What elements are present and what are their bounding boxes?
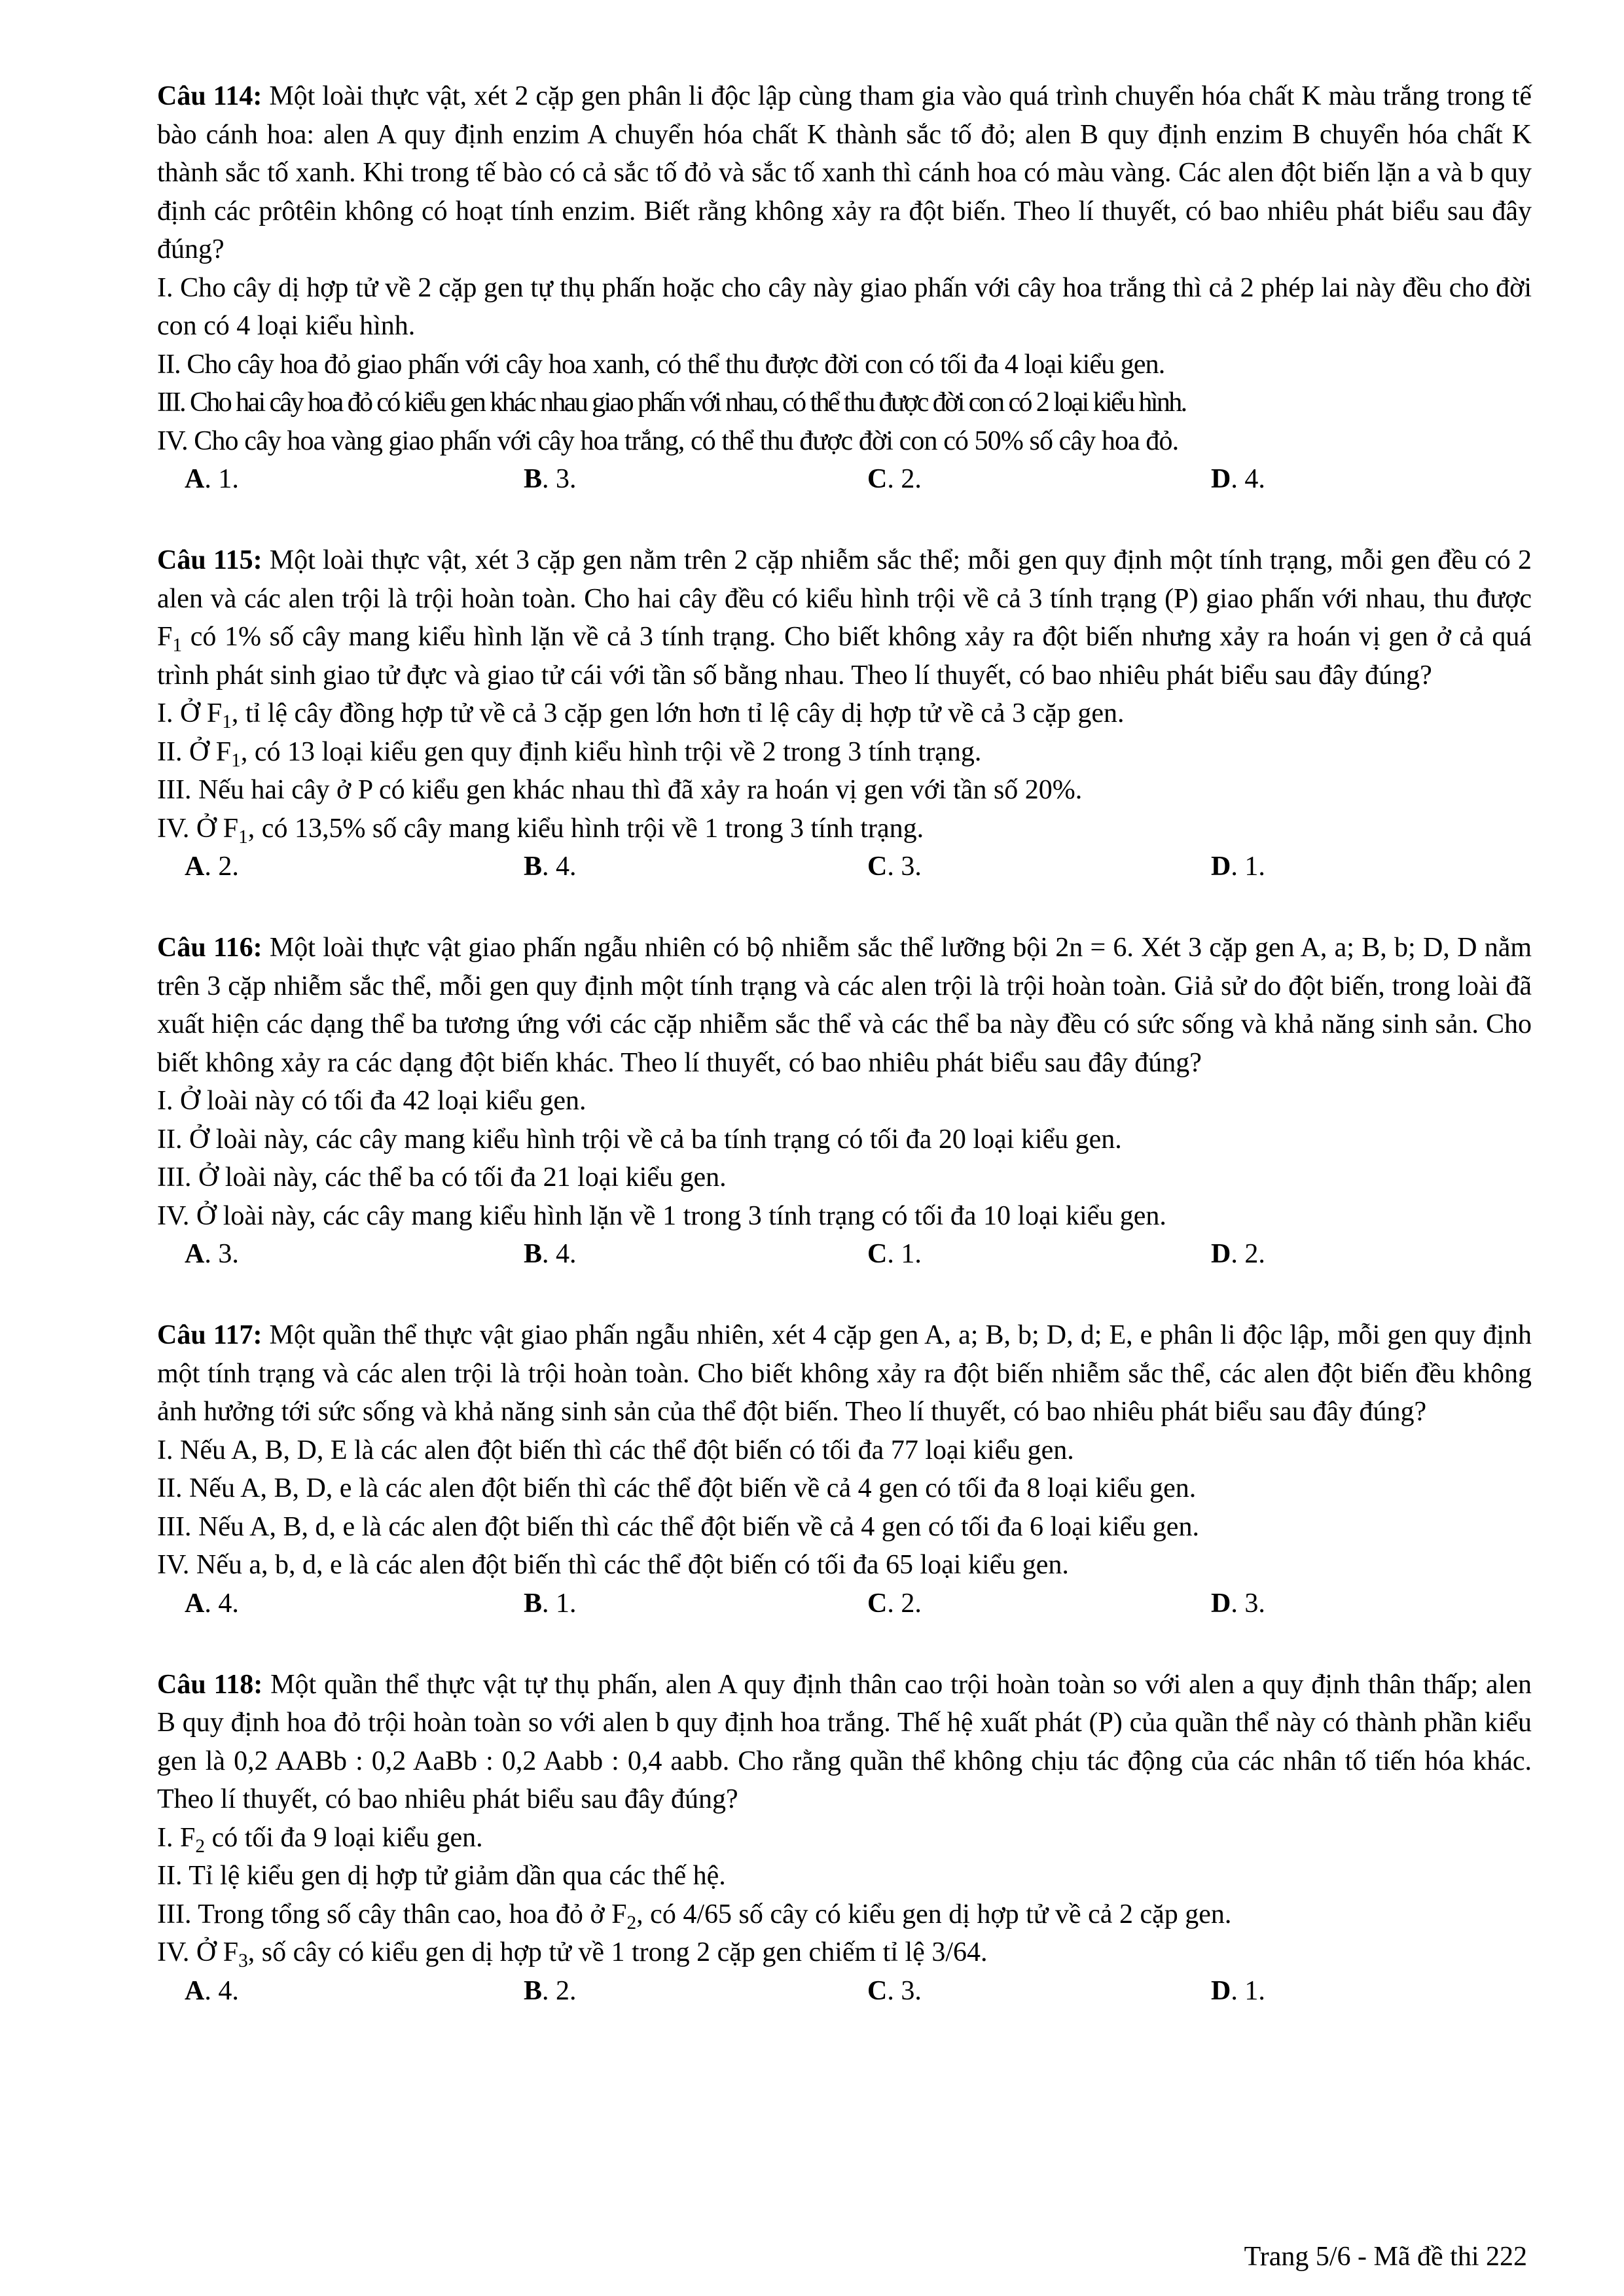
question-stem: Câu 114: Một loài thực vật, xét 2 cặp gen phân li độc lập cùng tham gia vào quá trình chuyển hóa chất K màu trắng trong tế bào cánh hoa: alen A quy định enzim A chuyển hóa chất K thành sắc tố đỏ; alen B quy định enzim B chuyển hóa chất K thành sắc tố xanh. Khi trong tế bào có cả sắc tố đỏ và sắc tố xanh thì cánh hoa có màu vàng. Các alen đột biến lặn a và b quy định các prôtêin không có hoạt tính enzim. Biết rằng không xảy ra đột biến. Theo lí thuyết, có bao nhiêu phát biểu sau đây đúng?	[157, 81, 1532, 264]
option-d[interactable]: D. 3.	[1211, 1588, 1265, 1619]
question-115	[157, 541, 1532, 886]
question-stem: Câu 115: Một loài thực vật, xét 3 cặp gen nằm trên 2 cặp nhiễm sắc thể; mỗi gen quy định một tính trạng, mỗi gen đều có 2 alen và các alen trội là trội hoàn toàn. Cho hai cây đều có kiểu hình trội về cả 3 tính trạng (P) giao phấn với nhau, thu được $F_1$ có 1% số cây mang kiểu hình lặn về cả 3 tính trạng. Cho biết không xảy ra đột biến nhưng xảy ra hoán vị gen ở cả quá trình phát sinh giao tử đực và giao tử cái với tần số bằng nhau. Theo lí thuyết, có bao nhiêu phát biểu sau đây đúng?	[157, 545, 1532, 691]
option-c[interactable]: C. 1.	[867, 1239, 922, 1269]
statement-4: IV. Cho cây hoa vàng giao phấn với cây hoa trắng, có thể thu được đời con có 50% số cây hoa đỏ.	[157, 425, 1179, 456]
statement-4: IV. Ở $F_3$, số cây có kiểu gen dị hợp tử về 1 trong 2 cặp gen chiếm tỉ lệ 3/64.	[157, 1937, 988, 1971]
statement-2: II. Nếu A, B, D, e là các alen đột biến thì các thể đột biến về cả 4 gen có tối đa 8 loại kiểu gen.	[157, 1473, 1197, 1503]
option-c[interactable]: C. 3.	[867, 852, 922, 882]
option-b[interactable]: B. 4.	[524, 1239, 577, 1269]
option-a[interactable]: A. 3.	[185, 1239, 239, 1269]
option-b[interactable]: B. 2.	[524, 1975, 577, 2006]
option-c[interactable]: C. 2.	[867, 1588, 922, 1619]
statement-2: II. Ở $F_1$, có 13 loại kiểu gen quy định kiểu hình trội về 2 trong 3 tính trạng.	[157, 736, 982, 771]
answer-options	[157, 1585, 1532, 1623]
option-d[interactable]: D. 4.	[1211, 464, 1265, 494]
statement-1: I. Cho cây dị hợp tử về 2 cặp gen tự thụ phấn hoặc cho cây này giao phấn với cây hoa trắng thì cả 2 phép lai này đều cho đời con có 4 loại kiểu hình.	[157, 272, 1532, 341]
question-stem: Câu 118: Một quần thể thực vật tự thụ phấn, alen A quy định thân cao trội hoàn toàn so với alen a quy định thân thấp; alen B quy định hoa đỏ trội hoàn toàn so với alen b quy định hoa trắng. Thế hệ xuất phát (P) của quần thể này có thành phần kiểu gen là 0,2 AABb : 0,2 AaBb : 0,2 Aabb : 0,4 aabb. Cho rằng quần thể không chịu tác động của các nhân tố tiến hóa khác. Theo lí thuyết, có bao nhiêu phát biểu sau đây đúng?	[157, 1669, 1532, 1814]
statement-1: I. Ở $F_1$, tỉ lệ cây đồng hợp tử về cả 3 cặp gen lớn hơn tỉ lệ cây dị hợp tử về cả 3 cặp gen.	[157, 698, 1125, 732]
question-label: Câu 117:	[157, 1320, 262, 1350]
option-c[interactable]: C. 2.	[867, 464, 922, 494]
statement-4: IV. Nếu a, b, d, e là các alen đột biến thì các thể đột biến có tối đa 65 loại kiểu gen.	[157, 1550, 1069, 1580]
option-c[interactable]: C. 3.	[867, 1975, 922, 2006]
option-a[interactable]: A. 1.	[185, 464, 239, 494]
option-d[interactable]: D. 1.	[1211, 852, 1265, 882]
statement-1: I. $F_2$ có tối đa 9 loại kiểu gen.	[157, 1822, 483, 1857]
question-117	[157, 1316, 1532, 1623]
question-116	[157, 929, 1532, 1273]
statement-1: I. Ở loài này có tối đa 42 loại kiểu gen.	[157, 1086, 586, 1116]
statement-3: III. Nếu hai cây ở P có kiểu gen khác nhau thì đã xảy ra hoán vị gen với tần số 20%.	[157, 775, 1083, 805]
statement-3: III. Cho hai cây hoa đỏ có kiểu gen khác nhau giao phấn với nhau, có thể thu được đời con có 2 loại kiểu hình.	[157, 387, 1186, 418]
question-label: Câu 115:	[157, 545, 262, 575]
question-label: Câu 114:	[157, 81, 262, 111]
exam-page	[157, 77, 1532, 2010]
option-a[interactable]: A. 2.	[185, 852, 239, 882]
option-a[interactable]: A. 4.	[185, 1588, 239, 1619]
option-d[interactable]: D. 1.	[1211, 1975, 1265, 2006]
question-label: Câu 118:	[157, 1669, 263, 1700]
answer-options	[157, 1235, 1532, 1273]
statement-3: III. Trong tổng số cây thân cao, hoa đỏ ở $F_2$, có 4/65 số cây có kiểu gen dị hợp tử về cả 2 cặp gen.	[157, 1899, 1232, 1933]
page-footer: Trang 5/6 - Mã đề thi 222	[1244, 2242, 1527, 2272]
statement-3: III. Ở loài này, các thể ba có tối đa 21 loại kiểu gen.	[157, 1162, 727, 1193]
statement-1: I. Nếu A, B, D, E là các alen đột biến thì các thể đột biến có tối đa 77 loại kiểu gen.	[157, 1435, 1074, 1465]
option-b[interactable]: B. 3.	[524, 464, 577, 494]
option-d[interactable]: D. 2.	[1211, 1239, 1265, 1269]
question-stem: Câu 116: Một loài thực vật giao phấn ngẫu nhiên có bộ nhiễm sắc thể lưỡng bội 2n = 6. Xét 3 cặp gen A, a; B, b; D, D nằm trên 3 cặp nhiễm sắc thể, mỗi gen quy định một tính trạng và các alen trội là trội hoàn toàn. Giả sử do đột biến, trong loài đã xuất hiện các dạng thể ba tương ứng với các cặp nhiễm sắc thể và các thể ba này đều có sức sống và khả năng sinh sản. Cho biết không xảy ra các dạng đột biến khác. Theo lí thuyết, có bao nhiêu phát biểu sau đây đúng?	[157, 933, 1532, 1078]
option-b[interactable]: B. 4.	[524, 852, 577, 882]
question-stem: Câu 117: Một quần thể thực vật giao phấn ngẫu nhiên, xét 4 cặp gen A, a; B, b; D, d; E, e phân li độc lập, mỗi gen quy định một tính trạng và các alen trội là trội hoàn toàn. Cho biết không xảy ra đột biến nhiễm sắc thể, các alen đột biến đều không ảnh hưởng tới sức sống và khả năng sinh sản của thể đột biến. Theo lí thuyết, có bao nhiêu phát biểu sau đây đúng?	[157, 1320, 1532, 1427]
statement-3: III. Nếu A, B, d, e là các alen đột biến thì các thể đột biến về cả 4 gen có tối đa 6 loại kiểu gen.	[157, 1511, 1199, 1542]
statement-4: IV. Ở loài này, các cây mang kiểu hình lặn về 1 trong 3 tính trạng có tối đa 10 loại kiểu gen.	[157, 1200, 1166, 1231]
question-label: Câu 116:	[157, 933, 262, 963]
statement-2: II. Cho cây hoa đỏ giao phấn với cây hoa xanh, có thể thu được đời con có tối đa 4 loại kiểu gen.	[157, 349, 1165, 380]
statement-2: II. Tỉ lệ kiểu gen dị hợp tử giảm dần qua các thế hệ.	[157, 1861, 726, 1891]
answer-options	[157, 1972, 1532, 2010]
answer-options	[157, 460, 1532, 498]
question-114	[157, 77, 1532, 498]
answer-options	[157, 848, 1532, 886]
option-a[interactable]: A. 4.	[185, 1975, 239, 2006]
question-118	[157, 1666, 1532, 2010]
option-b[interactable]: B. 1.	[524, 1588, 577, 1619]
statement-2: II. Ở loài này, các cây mang kiểu hình trội về cả ba tính trạng có tối đa 20 loại kiểu gen.	[157, 1124, 1122, 1155]
statement-4: IV. Ở $F_1$, có 13,5% số cây mang kiểu hình trội về 1 trong 3 tính trạng.	[157, 813, 924, 848]
